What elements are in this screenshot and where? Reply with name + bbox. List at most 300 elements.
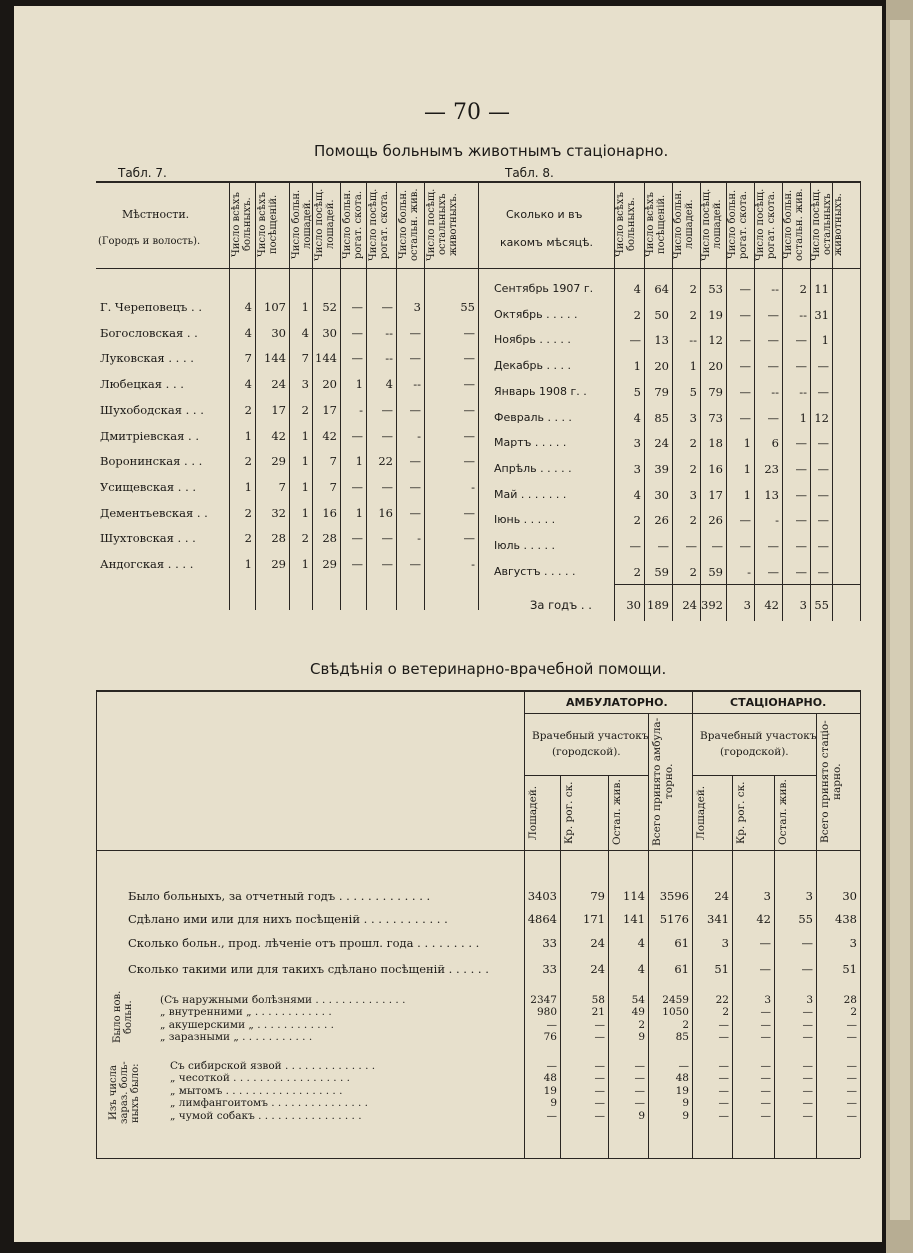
- total-value: 42: [764, 598, 779, 612]
- col-head: Число посѣщ. лошадей.: [314, 188, 336, 261]
- value: —: [634, 1072, 645, 1084]
- value: —: [409, 479, 421, 494]
- value: —: [817, 359, 829, 374]
- row-name: „ мытомъ . . . . . . . . . . . . . . . . . .: [170, 1085, 343, 1097]
- value: 64: [654, 282, 669, 296]
- col-head: Число посѣщ. рогат. скота.: [368, 188, 390, 261]
- row-name: Богословская . .: [100, 325, 198, 340]
- rule: [96, 1158, 860, 1159]
- value: —: [381, 557, 393, 571]
- row-name: Г. Череповецъ . .: [100, 300, 202, 314]
- value: 59: [654, 564, 669, 579]
- value: —: [802, 1072, 813, 1084]
- value: —: [802, 1097, 813, 1109]
- value: 24: [271, 377, 286, 392]
- value: 1: [244, 479, 252, 494]
- value: 31: [814, 307, 829, 322]
- value: 171: [583, 912, 605, 926]
- value: 33: [542, 962, 557, 976]
- value: 85: [654, 410, 669, 425]
- value: 55: [460, 300, 475, 314]
- value: 22: [378, 454, 393, 469]
- value: 51: [842, 962, 857, 976]
- rule: [860, 690, 861, 1158]
- row-name: „ заразными „ . . . . . . . . . . .: [160, 1031, 313, 1043]
- value: —: [767, 410, 779, 425]
- value: —: [351, 351, 363, 366]
- value: 28: [843, 994, 857, 1006]
- value: 30: [271, 325, 286, 340]
- value: —: [739, 410, 751, 425]
- value: —: [594, 1019, 605, 1031]
- value: 107: [264, 300, 286, 314]
- value: 30: [842, 889, 857, 903]
- stat-sub-2: (городской).: [720, 746, 789, 758]
- row-name: Шухободская . . .: [100, 402, 204, 417]
- row-name: Апрѣль . . . . .: [494, 461, 572, 475]
- value: 51: [714, 962, 729, 976]
- total-value: 392: [701, 598, 723, 612]
- value: 21: [591, 1006, 605, 1018]
- value: —: [409, 454, 421, 469]
- value: 1: [633, 359, 641, 374]
- col-head: Кр. рог. ск.: [563, 781, 575, 844]
- value: -: [359, 402, 363, 417]
- value: 3: [763, 889, 771, 903]
- month-subhead: какомъ мѣсяцѣ.: [500, 236, 594, 249]
- value: 114: [623, 889, 645, 903]
- value: 48: [543, 1072, 557, 1084]
- value: 29: [271, 557, 286, 571]
- value: 3596: [659, 889, 689, 903]
- value: 3: [806, 994, 813, 1006]
- value: 42: [322, 428, 337, 443]
- value: 4: [633, 410, 641, 425]
- row-name: Андогская . . . .: [100, 557, 194, 571]
- value: —: [594, 1085, 605, 1097]
- value: 3: [633, 461, 641, 476]
- value: —: [767, 564, 779, 579]
- value: —: [594, 1060, 605, 1072]
- rule: [478, 268, 860, 269]
- col-head: Число всѣхъ посѣщеній.: [257, 192, 279, 257]
- value: —: [795, 333, 807, 348]
- value: 13: [764, 487, 779, 502]
- value: —: [801, 962, 813, 976]
- rule: [614, 584, 860, 585]
- value: —: [409, 325, 421, 340]
- value: 30: [654, 487, 669, 502]
- value: 76: [543, 1031, 557, 1043]
- value: —: [846, 1031, 857, 1043]
- value: 2: [244, 531, 252, 546]
- value: 4: [633, 282, 641, 296]
- col-head: Число посѣщ. рогат. скота.: [755, 188, 777, 261]
- value: —: [629, 333, 641, 348]
- value: —: [795, 564, 807, 579]
- rule: [692, 775, 816, 776]
- total-value: 24: [682, 598, 697, 612]
- amb-sub-2: (городской).: [552, 746, 621, 758]
- col-head: Кр. рог. ск.: [735, 781, 747, 844]
- row-name: Январь 1908 г. .: [494, 384, 587, 398]
- value: 26: [708, 513, 723, 528]
- row-name: Августъ . . . . .: [494, 564, 576, 578]
- total-value: 189: [647, 598, 669, 612]
- value: 79: [654, 384, 669, 399]
- value: 438: [835, 912, 857, 926]
- value: 1: [743, 436, 751, 451]
- rule: [96, 268, 478, 269]
- row-name: (Съ наружными болѣзнями . . . . . . . . . . . . . .: [160, 994, 406, 1006]
- value: 1050: [662, 1006, 689, 1018]
- value: 20: [708, 359, 723, 374]
- value: 9: [682, 1110, 689, 1122]
- value: 4: [633, 487, 641, 502]
- value: 79: [590, 889, 605, 903]
- value: 144: [264, 351, 286, 366]
- value: —: [802, 1060, 813, 1072]
- value: 1: [301, 479, 309, 494]
- value: 29: [271, 454, 286, 469]
- value: 2: [244, 505, 252, 520]
- value: --: [799, 307, 807, 322]
- value: 4: [637, 936, 645, 950]
- value: —: [594, 1031, 605, 1043]
- value: 7: [278, 479, 286, 494]
- value: 2: [633, 513, 641, 528]
- value: 4864: [527, 912, 557, 926]
- value: —: [634, 1060, 645, 1072]
- value: —: [760, 1072, 771, 1084]
- value: --: [689, 333, 697, 348]
- value: 2: [689, 513, 697, 528]
- value: 16: [708, 461, 723, 476]
- value: 2: [633, 564, 641, 579]
- value: 6: [771, 436, 779, 451]
- value: 19: [543, 1085, 557, 1097]
- value: 2347: [530, 994, 557, 1006]
- value: 18: [708, 436, 723, 451]
- stationary-head: СТАЦІОНАРНО.: [730, 696, 827, 709]
- value: 54: [631, 994, 645, 1006]
- value: 3: [689, 410, 697, 425]
- value: —: [760, 1097, 771, 1109]
- row-name: „ чесоткой . . . . . . . . . . . . . . . . . .: [170, 1072, 350, 1084]
- value: 3: [805, 889, 813, 903]
- ambulatory-head: АМБУЛАТОРНО.: [566, 696, 668, 709]
- value: 52: [322, 300, 337, 314]
- value: —: [739, 359, 751, 374]
- value: 4: [385, 377, 393, 392]
- value: —: [795, 487, 807, 502]
- col-head: Число всѣхъ посѣщеній.: [645, 192, 667, 257]
- rule: [96, 690, 97, 1158]
- value: 3: [764, 994, 771, 1006]
- value: —: [718, 1110, 729, 1122]
- value: --: [385, 351, 393, 366]
- value: —: [802, 1085, 813, 1097]
- rule: [860, 181, 861, 621]
- value: —: [802, 1110, 813, 1122]
- col-head: Лошадей.: [527, 785, 539, 840]
- value: 28: [271, 531, 286, 546]
- value: 53: [708, 282, 723, 296]
- value: —: [817, 384, 829, 399]
- value: —: [846, 1060, 857, 1072]
- value: 4: [301, 325, 309, 340]
- value: —: [409, 557, 421, 571]
- page-number: — 70 —: [424, 100, 510, 125]
- value: —: [767, 333, 779, 348]
- value: —: [409, 505, 421, 520]
- col-head: Число больн. лошадей.: [291, 189, 313, 260]
- rule: [478, 181, 860, 183]
- value: —: [767, 307, 779, 322]
- value: 1: [301, 505, 309, 520]
- value: —: [801, 936, 813, 950]
- value: 3: [689, 487, 697, 502]
- row-name: Сентябрь 1907 г.: [494, 282, 594, 295]
- value: 42: [271, 428, 286, 443]
- place-subhead: (Городъ и волость).: [98, 236, 201, 247]
- value: 20: [654, 359, 669, 374]
- row-name: Луковская . . . .: [100, 351, 194, 366]
- col-head: Число посѣщ. остальныхъ животныхъ.: [426, 188, 459, 261]
- value: 1: [355, 377, 363, 392]
- row-name: Сколько такими или для такихъ сдѣлано посѣщеній . . . . . .: [128, 962, 489, 976]
- row-name: Іюль . . . . .: [494, 539, 555, 552]
- value: —: [463, 351, 475, 366]
- value: 3: [301, 377, 309, 392]
- col-head: Лошадей.: [695, 785, 707, 840]
- value: 1: [301, 428, 309, 443]
- value: 1: [301, 300, 309, 314]
- col-head: Число посѣщ. лошадей.: [701, 188, 723, 261]
- row-name: Февраль . . . .: [494, 410, 572, 424]
- value: —: [634, 1085, 645, 1097]
- value: —: [718, 1060, 729, 1072]
- value: -: [471, 557, 475, 571]
- value: 1: [355, 505, 363, 520]
- value: —: [739, 539, 751, 553]
- rule: [289, 181, 290, 610]
- rule: [478, 181, 479, 610]
- rule: [424, 181, 425, 610]
- value: 144: [315, 351, 337, 366]
- value: —: [381, 479, 393, 494]
- value: —: [760, 1031, 771, 1043]
- value: 85: [675, 1031, 689, 1043]
- value: 2: [633, 307, 641, 322]
- rule: [366, 181, 367, 610]
- value: —: [409, 351, 421, 366]
- row-name: Воронинская . . .: [100, 454, 203, 469]
- total-value: 3: [743, 598, 751, 612]
- value: 2: [638, 1019, 645, 1031]
- value: —: [767, 359, 779, 374]
- value: 2: [244, 454, 252, 469]
- value: -: [747, 564, 751, 579]
- rule: [396, 181, 397, 610]
- value: 19: [675, 1085, 689, 1097]
- col-head: Число больн. остальн. жив.: [398, 188, 420, 261]
- value: —: [846, 1019, 857, 1031]
- value: —: [760, 1060, 771, 1072]
- rule: [96, 850, 860, 851]
- value: 5176: [659, 912, 689, 926]
- value: 17: [271, 402, 286, 417]
- title-top: Помощь больнымъ животнымъ стаціонарно.: [314, 142, 669, 160]
- value: 20: [322, 377, 337, 392]
- value: —: [817, 513, 829, 528]
- value: 3: [633, 436, 641, 451]
- value: 7: [244, 351, 252, 366]
- value: 29: [322, 557, 337, 571]
- col-head: Число больн. рогат. скота.: [727, 189, 749, 260]
- value: —: [760, 1085, 771, 1097]
- value: 3: [721, 936, 729, 950]
- value: —: [760, 1110, 771, 1122]
- value: 980: [536, 1006, 557, 1018]
- value: —: [685, 539, 697, 553]
- value: 2: [689, 282, 697, 296]
- value: 24: [714, 889, 729, 903]
- value: —: [718, 1031, 729, 1043]
- row-name: Іюнь . . . . .: [494, 513, 556, 527]
- row-name: „ чумой собакъ . . . . . . . . . . . . . . . .: [170, 1110, 362, 1122]
- value: 58: [591, 994, 605, 1006]
- value: —: [351, 479, 363, 494]
- col-head: Число больн. лошадей.: [673, 189, 695, 260]
- value: —: [802, 1031, 813, 1043]
- value: 341: [707, 912, 729, 926]
- stat-sub-1: Врачебный участокъ: [700, 730, 817, 742]
- value: 26: [654, 513, 669, 528]
- value: —: [634, 1097, 645, 1109]
- value: 17: [708, 487, 723, 502]
- value: 19: [708, 307, 723, 322]
- value: —: [739, 513, 751, 528]
- value: --: [413, 377, 421, 392]
- value: 61: [674, 936, 689, 950]
- value: 2: [682, 1019, 689, 1031]
- col-head: Число всѣхъ больныхъ.: [615, 192, 637, 257]
- value: —: [802, 1006, 813, 1018]
- value: 23: [764, 461, 779, 476]
- col-head: Остал. жив.: [611, 779, 623, 846]
- value: 4: [244, 300, 252, 314]
- value: 32: [271, 505, 286, 520]
- value: 16: [378, 505, 393, 520]
- value: 39: [654, 461, 669, 476]
- value: —: [678, 1060, 689, 1072]
- rule: [340, 181, 341, 610]
- group1-label: Было нов. больн.: [112, 990, 134, 1044]
- title-bottom: Свѣдѣнія о ветеринарно-врачебной помощи.: [310, 660, 667, 678]
- value: —: [546, 1019, 557, 1031]
- value: —: [718, 1085, 729, 1097]
- place-head: Мѣстности.: [122, 208, 190, 221]
- value: 73: [708, 410, 723, 425]
- value: 1: [301, 454, 309, 469]
- value: —: [463, 428, 475, 443]
- value: —: [795, 436, 807, 451]
- value: 7: [301, 351, 309, 366]
- value: 2459: [662, 994, 689, 1006]
- value: 1: [244, 428, 252, 443]
- value: —: [657, 539, 669, 553]
- row-name: Съ сибирской язвой . . . . . . . . . . . . . .: [170, 1060, 376, 1072]
- row-name: Мартъ . . . . .: [494, 436, 567, 450]
- row-name: Сдѣлано ими или для нихъ посѣщеній . . . . . . . . . . . .: [128, 912, 448, 926]
- value: 7: [329, 479, 337, 494]
- value: —: [795, 539, 807, 553]
- value: —: [351, 557, 363, 571]
- value: -: [417, 428, 421, 443]
- value: —: [629, 539, 641, 553]
- total-value: 30: [626, 598, 641, 612]
- value: —: [463, 325, 475, 340]
- value: 2: [689, 461, 697, 476]
- value: —: [767, 539, 779, 553]
- row-name: Усищевская . . .: [100, 479, 197, 494]
- value: 141: [623, 912, 645, 926]
- value: 24: [590, 962, 605, 976]
- value: —: [351, 300, 363, 314]
- row-name: Сколько больн., прод. лѣченіе отъ прошл. года . . . . . . . . .: [128, 936, 480, 950]
- value: 4: [244, 377, 252, 392]
- value: —: [594, 1097, 605, 1109]
- rule: [96, 181, 478, 183]
- value: 3: [413, 300, 421, 314]
- value: —: [760, 1006, 771, 1018]
- value: 55: [798, 912, 813, 926]
- row-name: Шухтовская . . .: [100, 531, 196, 546]
- value: —: [381, 402, 393, 417]
- col-head: Остал. жив.: [777, 779, 789, 846]
- rule: [96, 690, 860, 692]
- value: —: [817, 564, 829, 579]
- value: —: [817, 461, 829, 476]
- value: —: [739, 384, 751, 399]
- value: —: [817, 487, 829, 502]
- value: —: [739, 333, 751, 348]
- value: 1: [743, 487, 751, 502]
- value: 2: [244, 402, 252, 417]
- value: 4: [637, 962, 645, 976]
- amb-sub-1: Врачебный участокъ: [532, 730, 649, 742]
- row-name: Декабрь . . . .: [494, 359, 571, 373]
- value: --: [771, 282, 779, 296]
- value: —: [817, 436, 829, 451]
- value: 5: [633, 384, 641, 399]
- value: 59: [708, 564, 723, 579]
- row-name: Любецкая . . .: [100, 377, 184, 392]
- value: —: [846, 1097, 857, 1109]
- row-name: Дмитріевская . .: [100, 428, 200, 443]
- col-head: Всего принято стаціо- нарно.: [819, 720, 843, 843]
- value: --: [799, 384, 807, 399]
- col-head: Число больн. остальн. жив.: [783, 188, 805, 261]
- month-head: Сколько и въ: [506, 208, 583, 221]
- value: —: [817, 539, 829, 553]
- value: —: [351, 531, 363, 546]
- value: --: [771, 384, 779, 399]
- value: —: [546, 1060, 557, 1072]
- value: —: [409, 402, 421, 417]
- row-name: Было больныхъ, за отчетный годъ . . . . . . . . . . . . .: [128, 889, 431, 903]
